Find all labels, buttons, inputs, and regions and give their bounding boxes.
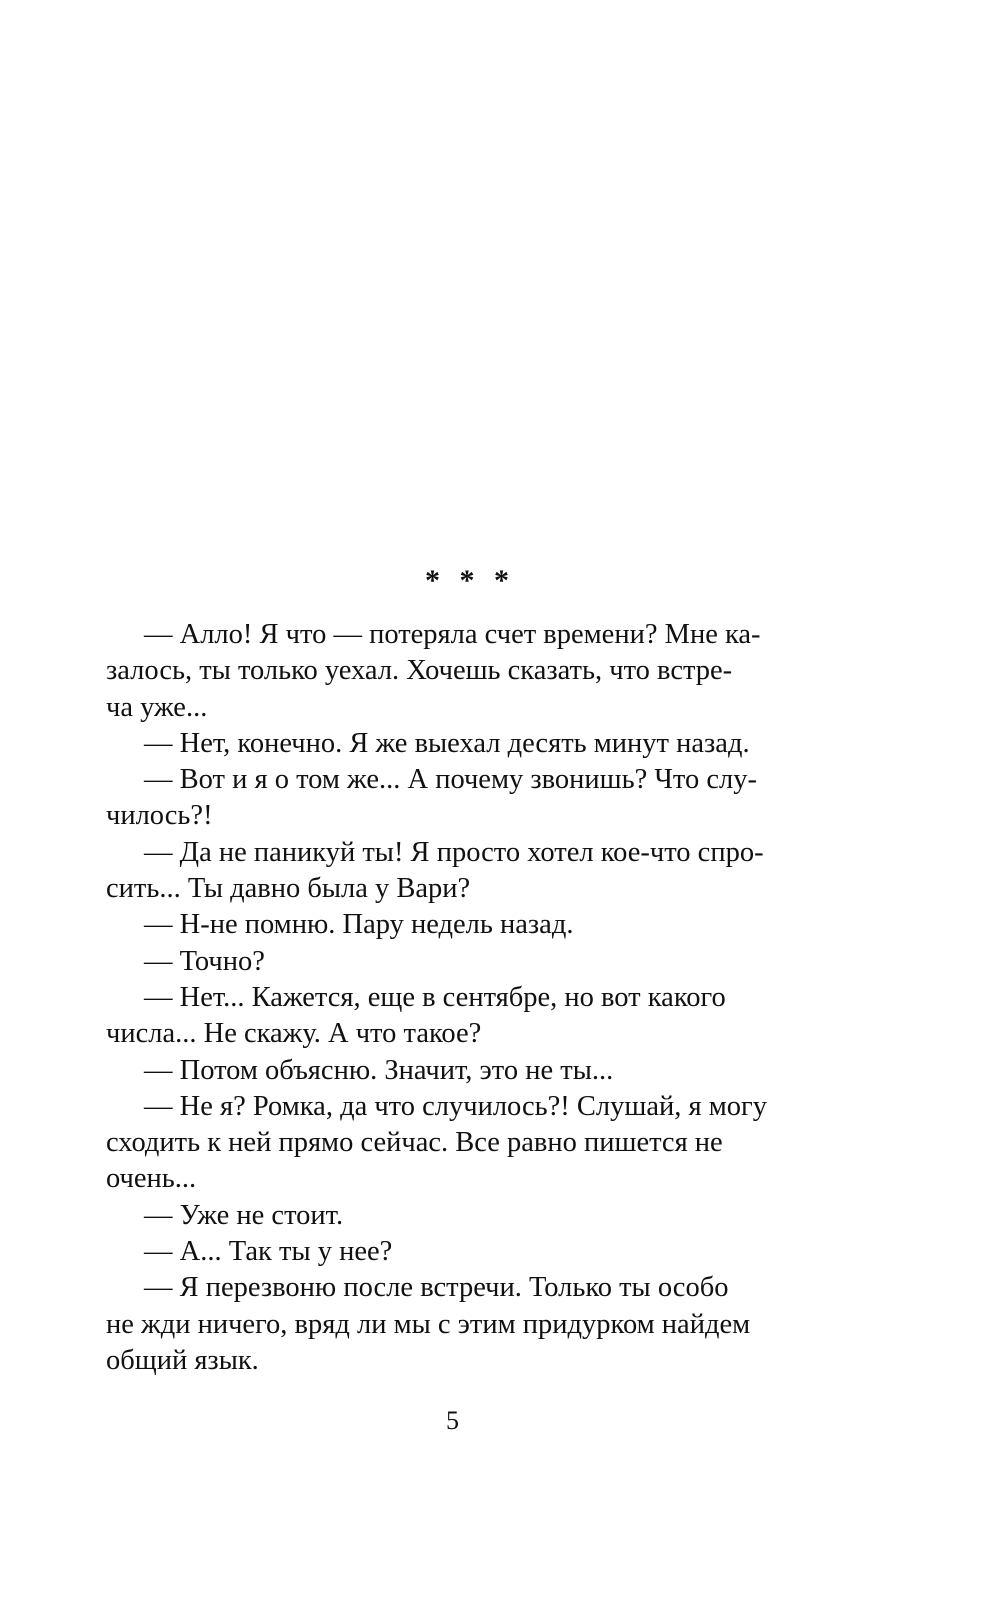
text-line: — Не я? Ромка, да что случилось?! Слушай, я могу xyxy=(144,1090,767,1122)
text-line: ча уже... xyxy=(106,691,208,723)
text-line: числа... Не скажу. А что такое? xyxy=(106,1018,482,1050)
text-line: — Вот и я о том же... А почему звонишь? Что слу- xyxy=(144,764,757,796)
text-line: очень... xyxy=(106,1163,197,1195)
text-line: сходить к ней прямо сейчас. Все равно пишется не xyxy=(106,1127,723,1159)
section-separator: * * * xyxy=(425,564,515,597)
text-line: — Нет, конечно. Я же выехал десять минут назад. xyxy=(144,727,750,759)
text-line: общий язык. xyxy=(106,1344,259,1376)
text-line: — Я перезвоню после встречи. Только ты особо xyxy=(144,1272,729,1304)
text-line: — Алло! Я что — потеряла счет времени? Мне ка- xyxy=(144,619,761,650)
text-line: — Потом объясню. Значит, это не ты... xyxy=(144,1054,614,1086)
text-line: сить... Ты давно была у Вари? xyxy=(106,873,471,905)
text-line: — Точно? xyxy=(144,945,265,977)
page-number: 5 xyxy=(446,1406,459,1435)
text-line: — Уже не стоит. xyxy=(144,1199,344,1231)
text-line: чилось?! xyxy=(106,800,213,832)
text-line: — Да не паникуй ты! Я просто хотел кое-что спро- xyxy=(144,836,764,868)
text-line: — Нет... Кажется, еще в сентябре, но вот какого xyxy=(144,981,726,1013)
text-line: — Н-не помню. Пару недель назад. xyxy=(144,909,574,941)
dialogue-text xyxy=(106,617,806,1379)
text-line: залось, ты только уехал. Хочешь сказать, что встре- xyxy=(106,655,733,687)
text-line: — А... Так ты у нее? xyxy=(144,1236,393,1268)
text-line: не жди ничего, вряд ли мы с этим придурком найдем xyxy=(106,1308,751,1340)
